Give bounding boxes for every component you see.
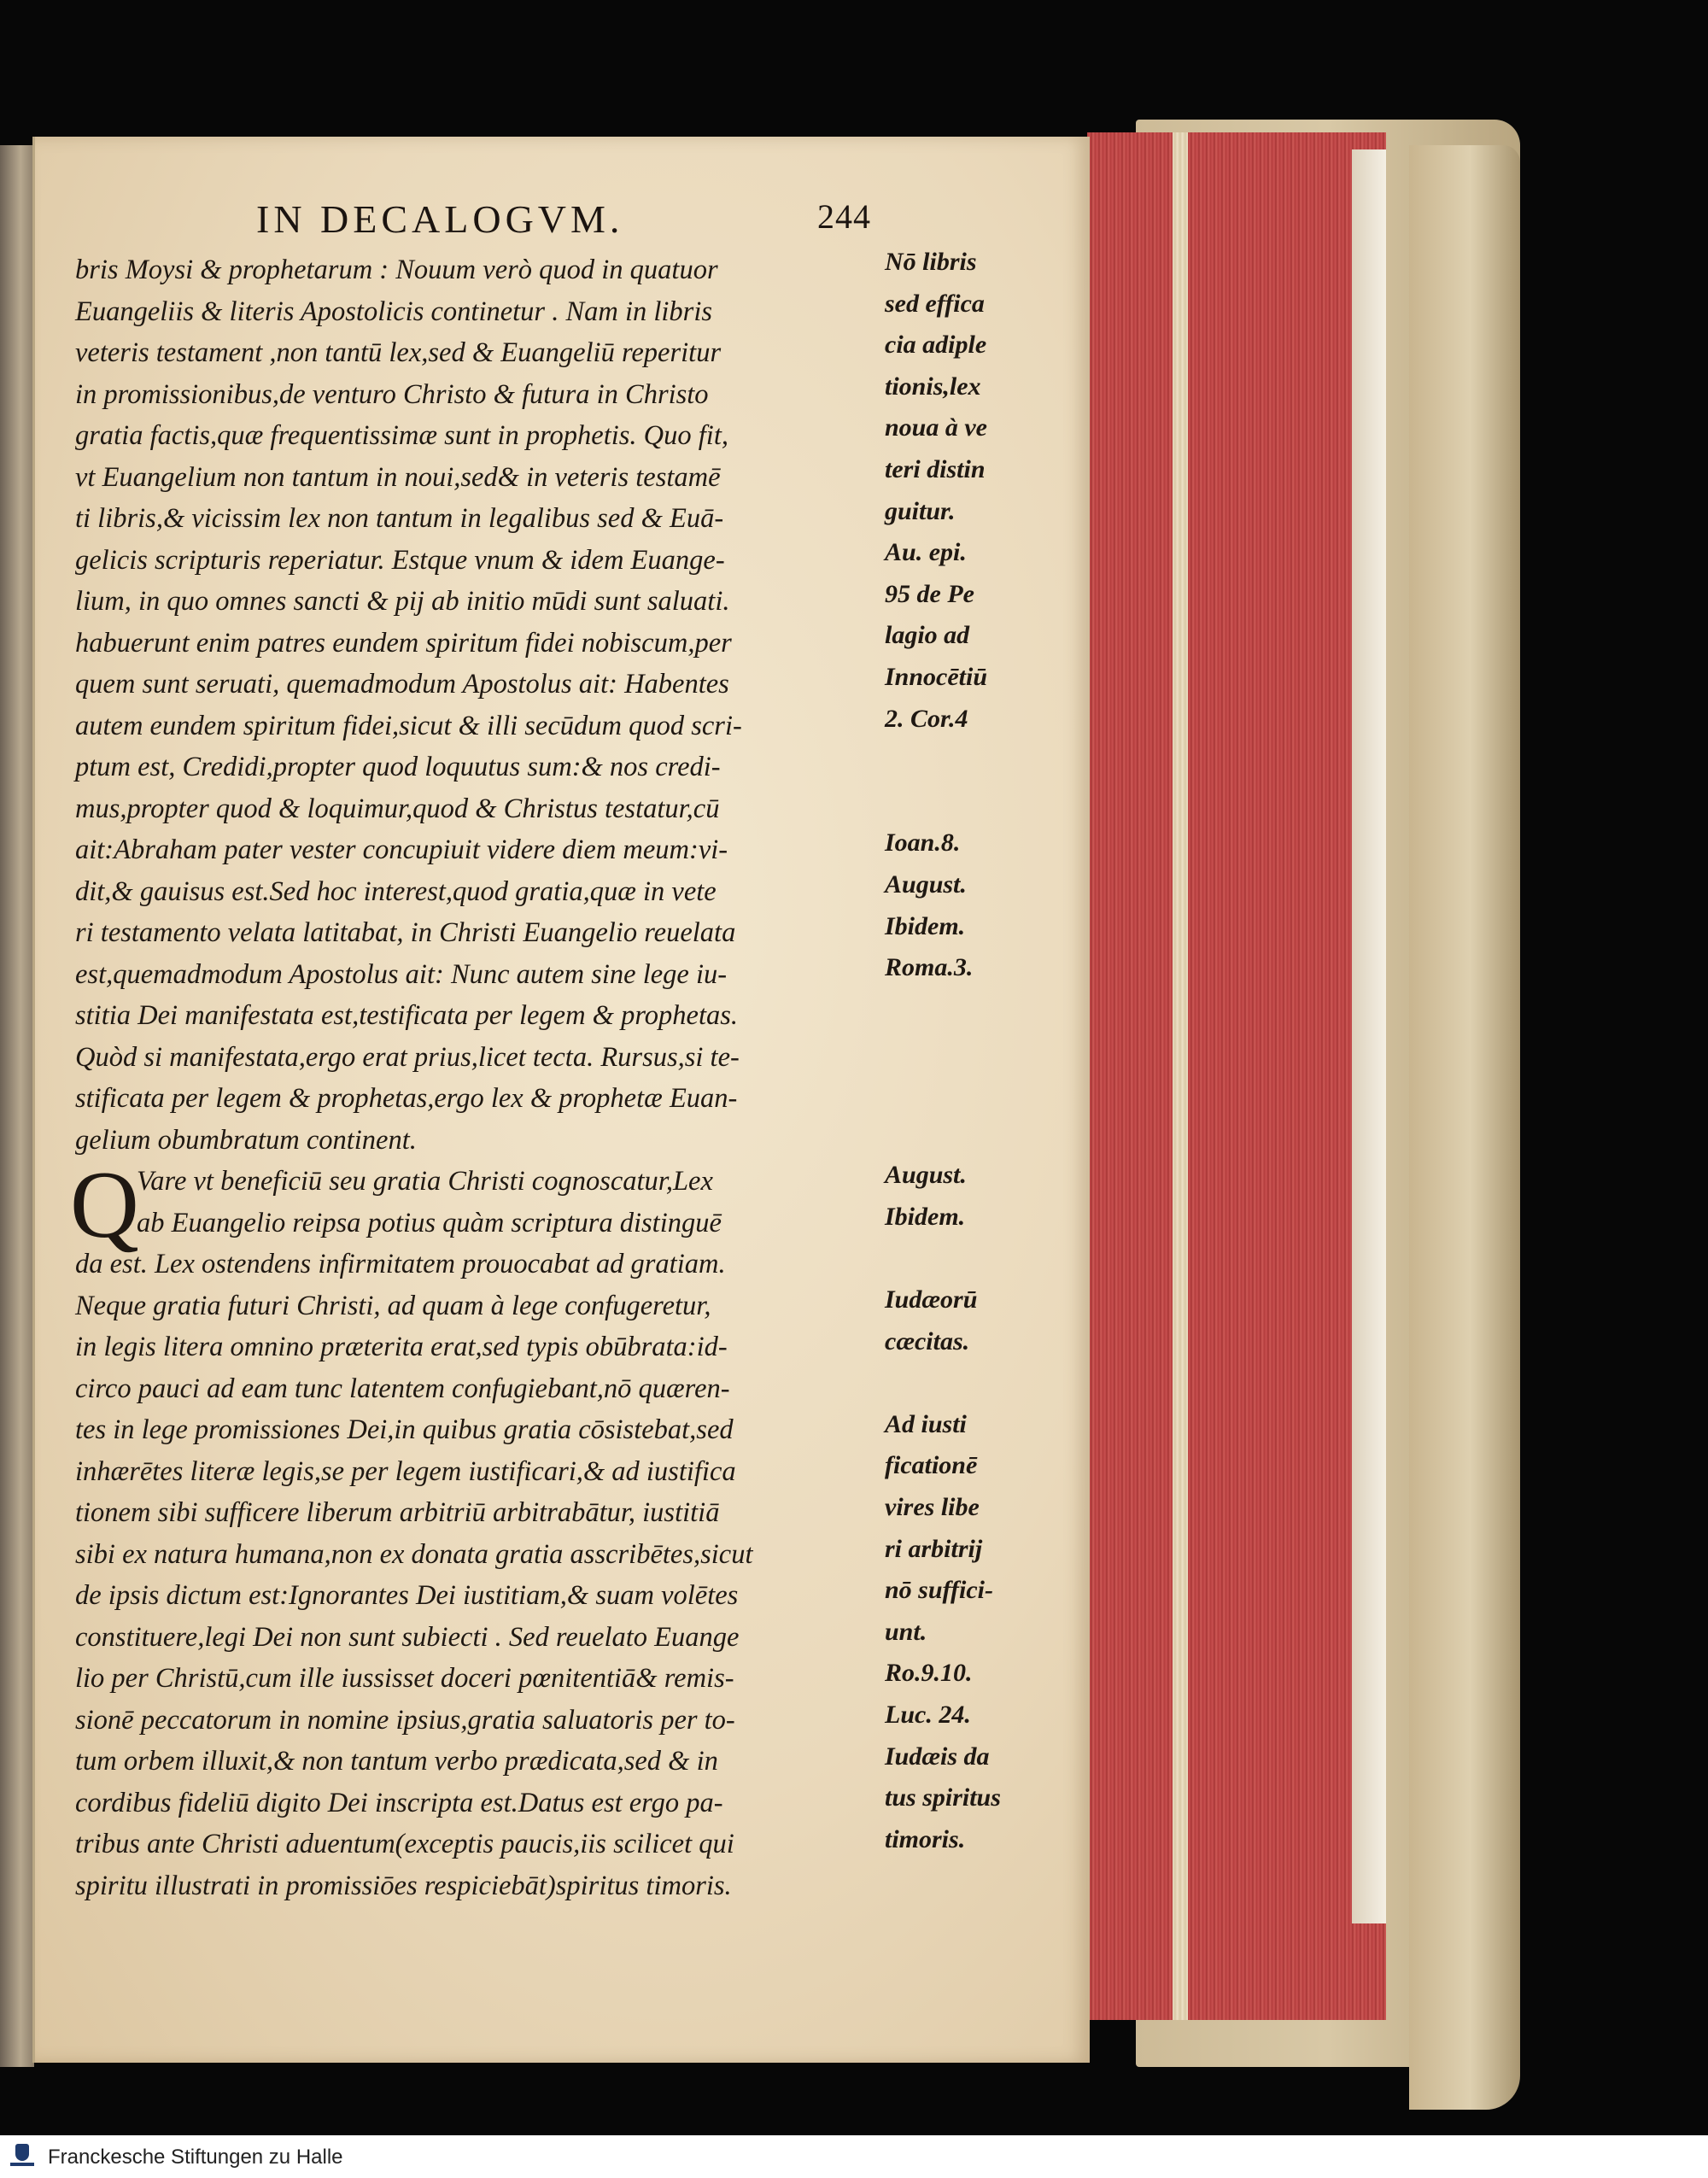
text-line: lium, in quo omnes sancti & pij ab initio mūdi sunt saluati. <box>75 586 730 617</box>
margin-note: vires libe <box>885 1493 980 1521</box>
text-line: mus,propter quod & loquimur,quod & Christus testatur,cū <box>75 793 720 824</box>
text-line: stificata per legem & prophetas,ergo lex & prophetæ Euan- <box>75 1083 738 1114</box>
margin-note: Ro.9.10. <box>885 1659 973 1688</box>
page-edge-gap <box>1173 132 1188 2020</box>
margin-note: Innocētiū <box>885 663 988 691</box>
text-line: gelium obumbratum continent. <box>75 1124 417 1156</box>
text-line: da est. Lex ostendens infirmitatem prouocabat ad gratiam. <box>75 1249 726 1279</box>
paragraph-2 <box>70 1152 869 1906</box>
margin-note: sed effica <box>885 289 985 318</box>
text-line: bris Moysi & prophetarum : Nouum verò quod in quatuor <box>75 255 718 285</box>
institution-logo-icon <box>7 2140 38 2173</box>
text-line-content: Vare vt beneficiū seu gratia Christi cognoscatur,Lex <box>137 1166 713 1197</box>
red-page-edges <box>1087 132 1386 2020</box>
running-title: IN DECALOGVM. <box>256 197 624 241</box>
text-line: Neque gratia futuri Christi, ad quam à lege confugeretur, <box>75 1290 711 1321</box>
margin-note: guitur. <box>885 496 956 525</box>
margin-note: Iudæis da <box>885 1742 990 1771</box>
paragraph-1 <box>75 249 869 1161</box>
margin-note: tionis,lex <box>885 372 981 401</box>
margin-note: teri distin <box>885 455 986 483</box>
text-line: lio per Christū,cum ille iussisset doceri pœnitentiā& remis- <box>75 1663 734 1694</box>
margin-note: tus spiritus <box>885 1783 1001 1812</box>
margin-note: Ibidem. <box>885 1202 966 1231</box>
margin-note: noua à ve <box>885 413 987 442</box>
text-line: ptum est, Credidi,propter quod loquutus sum:& nos credi- <box>75 752 721 782</box>
text-line: stitia Dei manifestata est,testificata per legem & prophetas. <box>75 1000 739 1031</box>
margin-note: Roma.3. <box>885 953 974 982</box>
page-edge-white <box>1352 149 1386 1923</box>
margin-note: nō suffici- <box>885 1576 993 1605</box>
facing-page-edge <box>0 145 34 2067</box>
drop-cap: Q <box>70 1152 139 1258</box>
text-line: ti libris,& vicissim lex non tantum in legalibus sed & Euā- <box>75 503 724 534</box>
margin-note: cia adiple <box>885 331 987 360</box>
page-number: 244 <box>817 197 871 236</box>
margin-note: Iudæorū <box>885 1285 978 1314</box>
text-line: constituere,legi Dei non sunt subiecti . Sed reuelato Euange <box>75 1621 740 1653</box>
margin-note: timoris. <box>885 1824 966 1853</box>
text-line: inhærētes literæ legis,se per legem iustificari,& ad iustifica <box>75 1455 736 1487</box>
text-line: tionem sibi sufficere liberum arbitriū arbitrabātur, iustitiā <box>75 1497 720 1528</box>
text-line: spiritu illustrati in promissiōes respiciebāt)spiritus timoris. <box>75 1870 732 1901</box>
margin-note: 2. Cor.4 <box>885 704 968 733</box>
logo-mark <box>15 2144 29 2161</box>
margin-note: ri arbitrij <box>885 1534 983 1563</box>
margin-note: Au. epi. <box>885 538 967 567</box>
text-line: cordibus fideliū digito Dei inscripta est.Datus est ergo pa- <box>75 1787 723 1818</box>
book-cover-flap <box>1409 145 1520 2110</box>
text-line: in legis litera omnino præterita erat,sed typis obūbrata:id- <box>75 1332 728 1362</box>
text-line: vt Euangelium non tantum in noui,sed& in veteris testamē <box>75 461 721 493</box>
text-line: de ipsis dictum est:Ignorantes Dei iustitiam,& suam volētes <box>75 1580 739 1611</box>
text-line: veteris testament ,non tantū lex,sed & Euangeliū reperitur <box>75 337 722 368</box>
logo-base <box>10 2163 34 2166</box>
main-text <box>70 249 869 1906</box>
running-header <box>256 196 871 248</box>
margin-note: ficationē <box>885 1451 978 1480</box>
text-line: est,quemadmodum Apostolus ait: Nunc autem sine lege iu- <box>75 958 728 990</box>
margin-note: Ioan.8. <box>885 828 961 858</box>
text-line: tribus ante Christi aduentum(exceptis paucis,iis scilicet qui <box>75 1829 734 1859</box>
text-line: quem sunt seruati, quemadmodum Apostolus ait: Habentes <box>75 669 729 700</box>
text-line: ait:Abraham pater vester concupiuit videre diem meum:vi- <box>75 834 728 865</box>
margin-note: August. <box>885 1161 967 1190</box>
text-line: sibi ex natura humana,non ex donata gratia asscribētes,sicut <box>75 1538 753 1570</box>
text-line: circo pauci ad eam tunc latentem confugiebant,nō quæren- <box>75 1373 730 1404</box>
margin-note: unt. <box>885 1617 927 1646</box>
text-line: Euangeliis & literis Apostolicis continetur . Nam in libris <box>75 296 713 327</box>
text-line: tes in lege promissiones Dei,in quibus gratia cōsistebat,sed <box>75 1414 734 1445</box>
text-line: ri testamento velata latitabat, in Christi Euangelio reuelata <box>75 917 736 948</box>
text-line: Quòd si manifestata,ergo erat prius,licet tecta. Rursus,si te- <box>75 1041 740 1073</box>
text-line: ab Euangelio reipsa potius quàm scriptura distinguē <box>137 1207 722 1238</box>
margin-note: 95 de Pe <box>885 579 974 608</box>
text-line: gelicis scripturis reperiatur. Estque vnum & idem Euange- <box>75 544 725 576</box>
text-line: sionē peccatorum in nomine ipsius,gratia saluatoris per to- <box>75 1704 735 1736</box>
footer-credit: Franckesche Stiftungen zu Halle <box>48 2146 343 2169</box>
text-line: dit,& gauisus est.Sed hoc interest,quod gratia,quæ in vete <box>75 875 717 907</box>
text-line: gratia factis,quæ frequentissimæ sunt in prophetis. Quo fit, <box>75 420 728 451</box>
margin-note: Nō libris <box>885 248 977 276</box>
margin-note: cæcitas. <box>885 1326 970 1355</box>
text-line: habuerunt enim patres eundem spiritum fidei nobiscum,per <box>75 627 732 659</box>
margin-note: lagio ad <box>885 621 970 650</box>
footer-bar <box>0 2135 1708 2178</box>
text-line: tum orbem illuxit,& non tantum verbo prædicata,sed & in <box>75 1746 718 1777</box>
margin-note: August. <box>885 870 967 899</box>
margin-note: Ibidem. <box>885 911 966 940</box>
margin-note: Ad iusti <box>885 1409 967 1438</box>
text-line: in promissionibus,de venturo Christo & futura in Christo <box>75 378 709 410</box>
text-line: autem eundem spiritum fidei,sicut & illi secūdum quod scri- <box>75 710 742 741</box>
margin-note: Luc. 24. <box>885 1701 971 1729</box>
